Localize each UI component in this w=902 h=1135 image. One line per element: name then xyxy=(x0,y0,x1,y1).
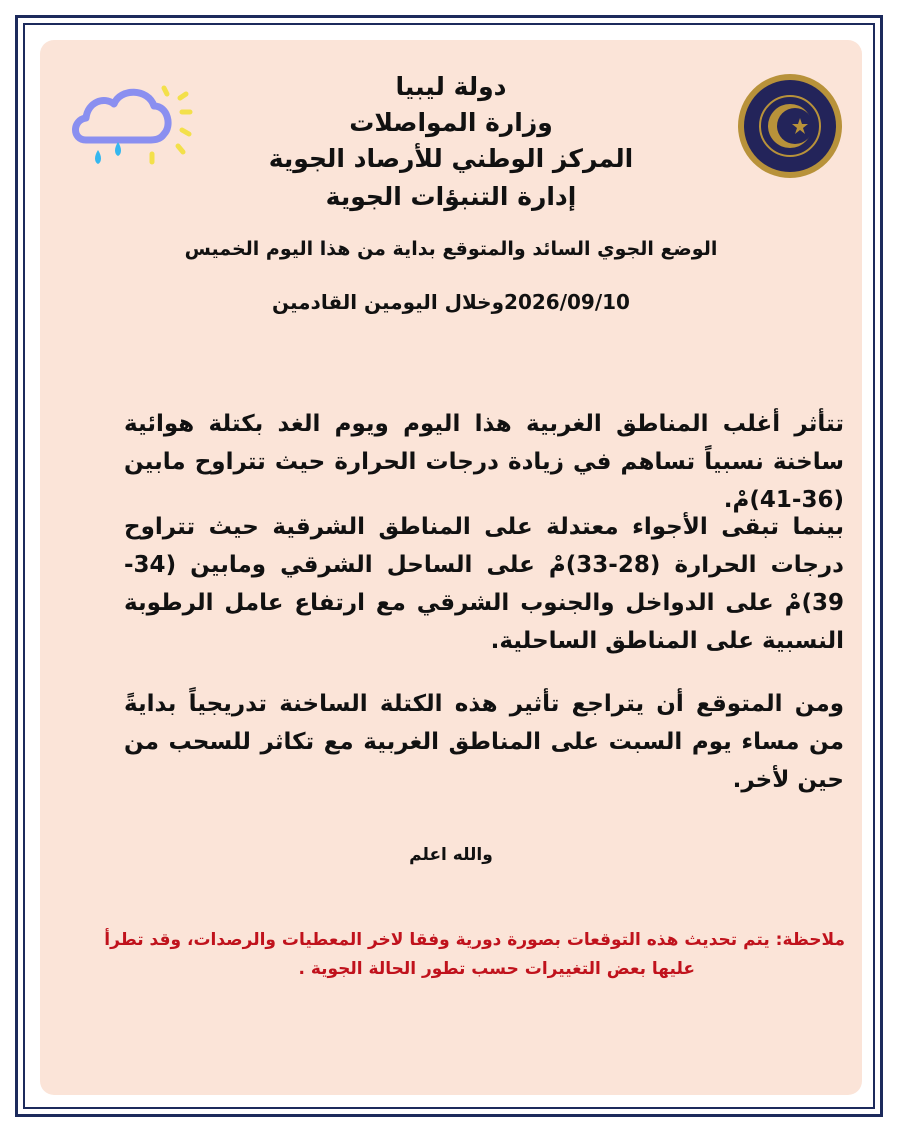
forecast-paragraph-east: بينما تبقى الأجواء معتدلة على المناطق الشرقية حيث تتراوح درجات الحرارة (28-33)مْ على الساحل الشرقي ومابين (34-39)مْ على الدواخل والجنوب الشرقي مع ارتفاع عامل الرطوبة النسبية على المناطق الساحلية. xyxy=(124,514,844,654)
center-name: المركز الوطني للأرصاد الجوية xyxy=(268,144,634,173)
closing-phrase: والله اعلم xyxy=(409,845,493,865)
forecast-date-line: 2026/09/10وخلال اليومين القادمين xyxy=(272,290,630,314)
forecast-subtitle: الوضع الجوي السائد والمتوقع بداية من هذا اليوم الخميس xyxy=(184,238,718,260)
update-note-line2: عليها بعض التغييرات حسب تطور الحالة الجوية . xyxy=(298,959,695,979)
department-name: إدارة التنبؤات الجوية xyxy=(325,182,577,211)
ministry-name: وزارة المواصلات xyxy=(349,108,553,137)
forecast-paragraph-outlook: ومن المتوقع أن يتراجع تأثير هذه الكتلة الساخنة تدريجياً بدايةً من مساء يوم السبت على المناطق الغربية مع تكاثر للسحب من حين لأخر. xyxy=(124,691,844,793)
update-note xyxy=(100,926,845,984)
country-name: دولة ليبيا xyxy=(395,72,507,101)
update-note-line1: ملاحظة: يتم تحديث هذه التوقعات بصورة دورية وفقا لاخر المعطيات والرصدات، وقد تطرأ xyxy=(104,930,845,950)
forecast-paragraph-west: تتأثر أغلب المناطق الغربية هذا اليوم ويوم الغد بكتلة هوائية ساخنة نسبياً تساهم في زيادة درجات الحرارة حيث تتراوح مابين (36-41)مْ. xyxy=(124,411,844,513)
